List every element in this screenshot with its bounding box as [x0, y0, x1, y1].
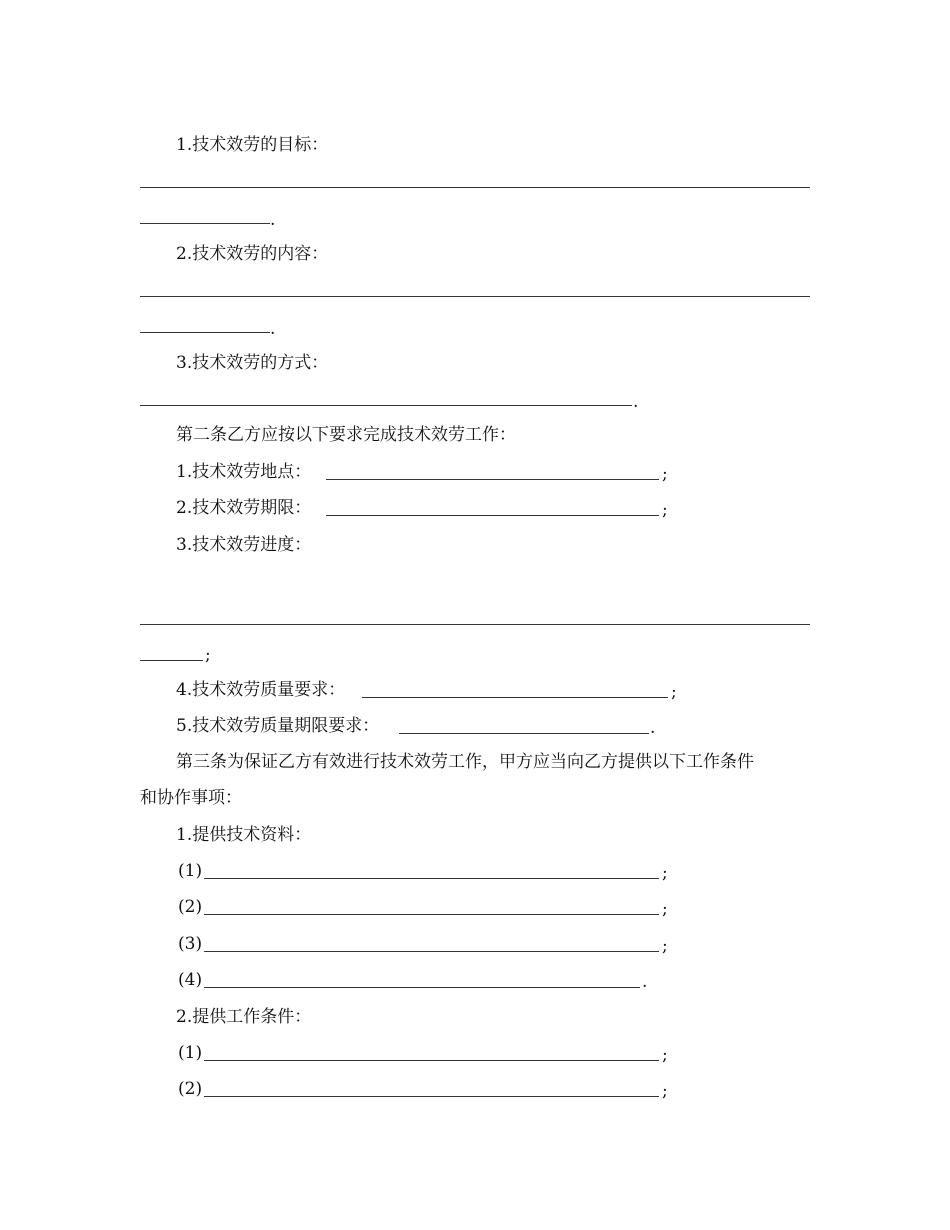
- blank-progress-line-1[interactable]: [140, 624, 810, 625]
- tech-materials-label: 1.提供技术资料：: [176, 825, 312, 845]
- semicolon-mark: ;: [662, 1081, 668, 1101]
- blank-goal-line-1[interactable]: [140, 187, 810, 188]
- period-mark: .: [270, 210, 276, 230]
- semicolon-mark: ;: [662, 1045, 668, 1065]
- blank-condition-line-2[interactable]: [204, 1096, 659, 1097]
- blank-material-line-1[interactable]: [204, 878, 659, 879]
- blank-period-line[interactable]: [326, 515, 659, 516]
- list-marker: (4): [178, 970, 203, 990]
- period-mark: .: [633, 392, 639, 412]
- list-marker: (2): [178, 1079, 203, 1099]
- semicolon-mark: ;: [205, 645, 211, 665]
- list-marker: (1): [178, 861, 203, 881]
- semicolon-mark: ;: [662, 500, 668, 520]
- work-conditions-label: 2.提供工作条件：: [176, 1007, 312, 1027]
- semicolon-mark: ;: [662, 936, 668, 956]
- list-marker: (2): [178, 897, 203, 917]
- blank-condition-line-1[interactable]: [204, 1060, 659, 1061]
- item-method-label: 3.技术效劳的方式：: [176, 353, 329, 373]
- blank-location-line[interactable]: [326, 479, 659, 480]
- article-2-heading: 第二条乙方应按以下要求完成技术效劳工作：: [176, 425, 516, 445]
- semicolon-mark: ;: [662, 899, 668, 919]
- period-mark: .: [642, 972, 648, 992]
- semicolon-mark: ;: [671, 682, 677, 702]
- semicolon-mark: ;: [662, 863, 668, 883]
- blank-content-line-1[interactable]: [140, 296, 810, 297]
- service-progress-label: 3.技术效劳进度：: [176, 535, 312, 555]
- list-marker: (3): [178, 934, 203, 954]
- blank-material-line-3[interactable]: [204, 951, 659, 952]
- list-marker: (1): [178, 1043, 203, 1063]
- service-period-label: 2.技术效劳期限：: [176, 498, 312, 518]
- blank-progress-line-2[interactable]: [140, 660, 203, 661]
- blank-material-line-4[interactable]: [204, 987, 640, 988]
- quality-period-label: 5.技术效劳质量期限要求：: [176, 716, 380, 736]
- semicolon-mark: ;: [662, 464, 668, 484]
- item-goal-label: 1.技术效劳的目标：: [176, 135, 329, 155]
- period-mark: .: [650, 718, 656, 738]
- blank-method-line[interactable]: [140, 405, 632, 406]
- blank-quality-line[interactable]: [362, 697, 668, 698]
- article-3-heading-cont: 和协作事项：: [140, 788, 242, 808]
- blank-goal-line-2[interactable]: [140, 223, 270, 224]
- blank-quality-period-line[interactable]: [399, 733, 649, 734]
- service-location-label: 1.技术效劳地点：: [176, 462, 312, 482]
- article-3-heading: 第三条为保证乙方有效进行技术效劳工作，甲方应当向乙方提供以下工作条件: [176, 752, 754, 772]
- blank-content-line-2[interactable]: [140, 332, 270, 333]
- blank-material-line-2[interactable]: [204, 914, 659, 915]
- period-mark: .: [270, 319, 276, 339]
- quality-requirement-label: 4.技术效劳质量要求：: [176, 680, 346, 700]
- item-content-label: 2.技术效劳的内容：: [176, 244, 329, 264]
